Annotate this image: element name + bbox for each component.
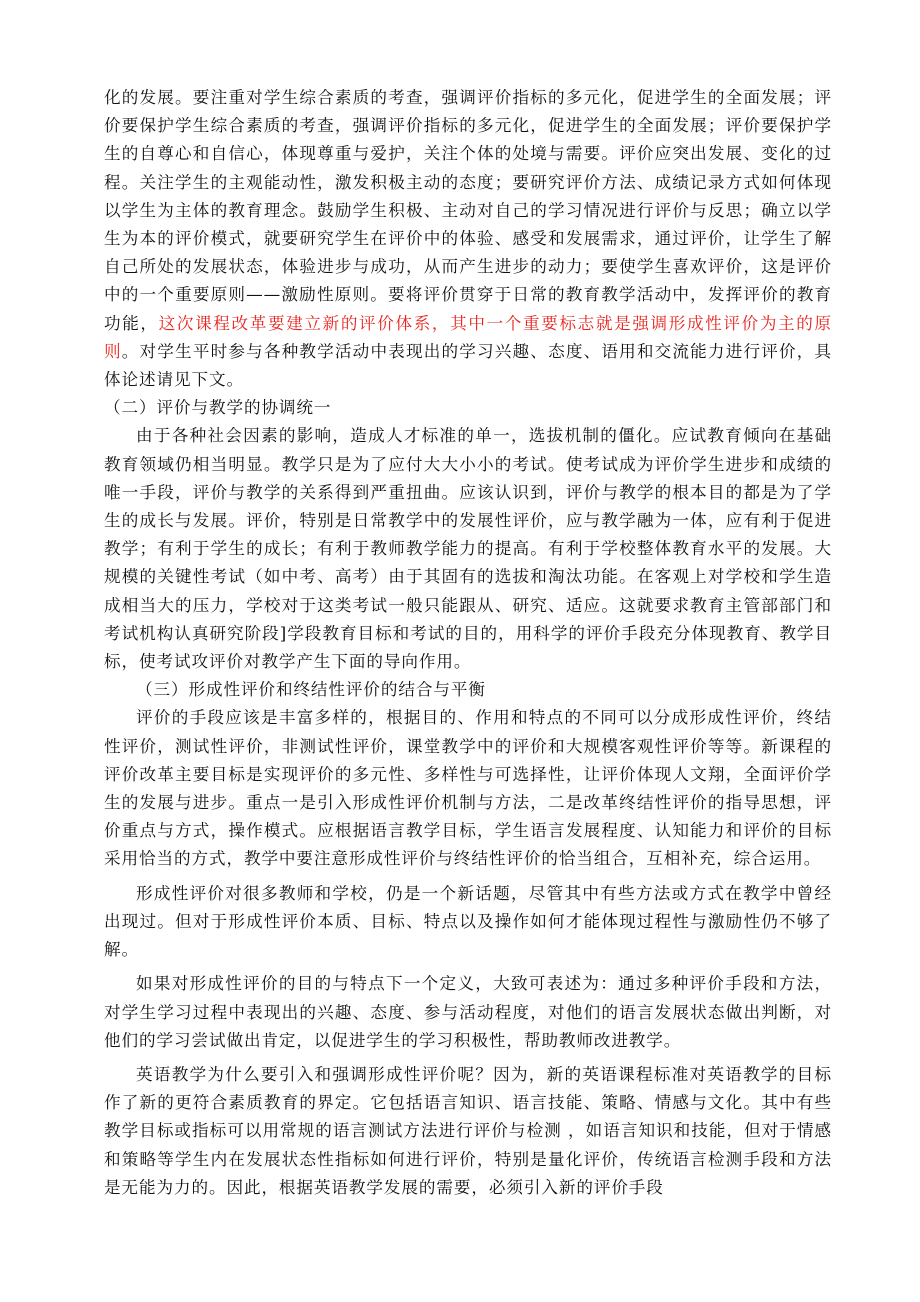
section-3-paragraph-1: 评价的手段应该是丰富多样的，根据目的、作用和特点的不同可以分成形成性评价，终结性评价，测试性评价，非测试性评价，课堂教学中的评价和大规模客观性评价等等。新课程的评价改革主要目标是实现评价的多元性、多样性与可选择性，让评价体现人文翔，全面评价学生的发展与进步。重点一是引入形成性评价机制与方法，二是改革终结性评价的指导思想，评价重点与方式，操作模式。应根据语言教学目标，学生语言发展程度、认知能力和评价的目标采用恰当的方式，教学中要注意形成性评价与终结性评价的恰当组合，互相补充，综合运用。 (104, 708, 832, 869)
section-3-paragraph-3: 如果对形成性评价的目的与特点下一个定义，大致可表述为：通过多种评价手段和方法，对学生学习过程中表现出的兴趣、态度、参与活动程度，对他们的语言发展状态做出判断，对他们的学习尝试做出肯定，以促进学生的学习积极性，帮助教师改进教学。 (104, 974, 832, 1050)
section-2-paragraph: 由于各种社会因素的影响，造成人才标准的单一，选拔机制的僵化。应试教育倾向在基础教育领域仍相当明显。教学只是为了应付大大小小的考试。使考试成为评价学生进步和成绩的唯一手段，评价与教学的关系得到严重扭曲。应该认识到，评价与教学的根本目的都是为了学生的成长与发展。评价，特别是日常教学中的发展性评价，应与教学融为一体，应有利于促进教学；有利于学生的成长；有利于教师教学能力的提高。有利于学校整体教育水平的发展。大规模的关键性考试（如中考、高考）由于其固有的选拔和淘汰功能。在客观上对学校和学生造成相当大的压力，学校对于这类考试一般只能跟从、研究、适应。这就要求教育主管部部门和考试机构认真研究阶段]学段教育目标和考试的目的，用科学的评价手段充分体现教育、教学目标，使考试攻评价对教学产生下面的导向作用。 (104, 426, 832, 672)
section-3-paragraph-4: 英语教学为什么要引入和强调形成性评价呢？因为，新的英语课程标准对英语教学的目标作了新的更符合素质教育的界定。它包括语言知识、语言技能、策略、情感与文化。其中有些教学目标或指标可以用常规的语言测试方法进行评价与检测 ，如语言知识和技能，但对于情感和策略等学生内在发展状态性指标如何进行评价，特别是量化评价，传统语言检测手段和方法是无能为力的。因此，根据英语教学发展的需要，必须引入新的评价手段 (104, 1064, 832, 1197)
paragraph-1-text-b: 。对学生平时参与各种教学活动中表现出的学习兴趣、态度、语用和交流能力进行评价，具体论述请见下文。 (104, 341, 832, 390)
paragraph-1 (104, 84, 832, 394)
highlighted-sentence: 这次课程改革要建立新的评价体系，其中一个重要标志就是强调形成性评价为主的原则 (104, 313, 832, 361)
paragraph-1-text-a: 化的发展。要注重对学生综合素质的考查，强调评价指标的多元化，促进学生的全面发展；评价要保护学生综合素质的考查，强调评价指标的多元化，促进学生的全面发展；评价要保护学生的自尊心和自信心，体现尊重与爱护，关注个体的处境与需要。评价应突出发展、变化的过程。关注学生的主观能动性，激发积极主动的态度；要研究评价方法、成绩记录方式如何体现以学生为主体的教育理念。鼓励学生积极、主动对自己的学习情况进行评价与反思；确立以学生为本的评价模式，就要研究学生在评价中的体验、感受和发展需求，通过评价，让学生了解自己所处的发展状态，体验进步与成功，从而产生进步的动力；要使学生喜欢评价，这是评价中的一个重要原则——激励性原则。要将评价贯穿于日常的教育教学活动中，发挥评价的教育功能， (104, 88, 832, 333)
section-3-paragraph-2: 形成性评价对很多教师和学校，仍是一个新话题，尽管其中有些方法或方式在教学中曾经出现过。但对于形成性评价本质、目标、特点以及操作如何才能体现过程性与激励性仍不够了解。 (104, 883, 832, 960)
section-2-heading: （二）评价与教学的协调统一 (104, 398, 332, 418)
section-3-heading: （三）形成性评价和终结性评价的结合与平衡 (136, 680, 486, 700)
